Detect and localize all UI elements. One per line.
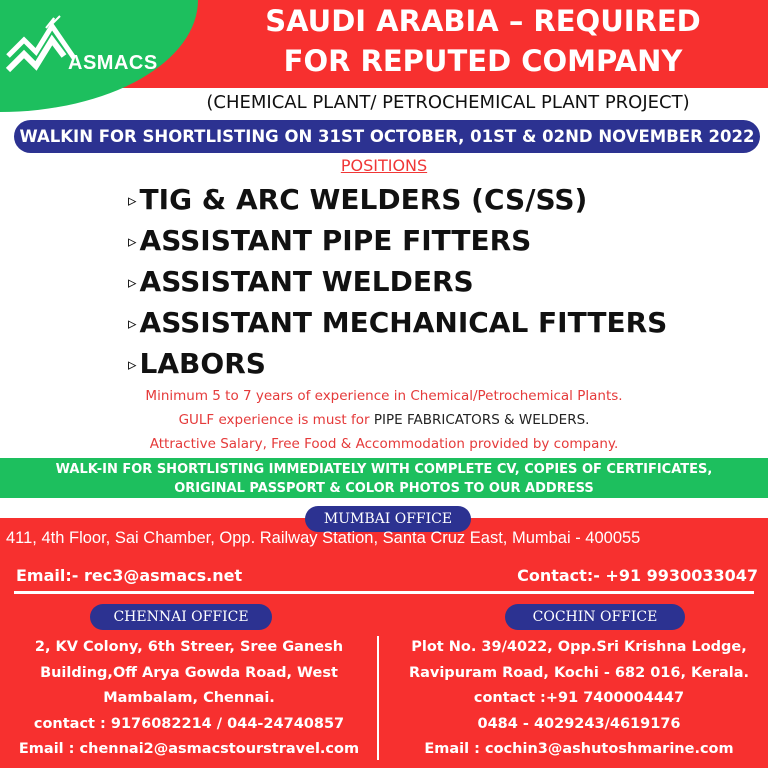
position-label: TIG & ARC WELDERS (CS/SS) (139, 183, 588, 216)
position-label: ASSISTANT PIPE FITTERS (139, 224, 532, 257)
gulf-note (0, 412, 768, 428)
cochin-details (390, 635, 768, 763)
triangle-bullet-icon: ▹ (128, 314, 137, 334)
experience-note: Minimum 5 to 7 years of experience in Chemical/Petrochemical Plants. (145, 388, 623, 404)
cochin-office-label: COCHIN OFFICE (505, 604, 685, 630)
mumbai-contact: Contact:- +91 9930033047 (517, 566, 758, 585)
brand-name: ASMACS (68, 52, 158, 74)
cochin-line: Plot No. 39/4022, Opp.Sri Krishna Lodge, (411, 639, 747, 655)
positions-heading: POSITIONS (340, 156, 428, 175)
chennai-line: Building,Off Arya Gowda Road, West (40, 664, 338, 681)
position-label: ASSISTANT MECHANICAL FITTERS (139, 306, 668, 339)
walkin-instructions-line: ORIGINAL PASSPORT & COLOR PHOTOS TO OUR ADDRESS (174, 481, 594, 496)
chennai-details (0, 635, 378, 763)
benefits-note: Attractive Salary, Free Food & Accommodation provided by company. (149, 436, 619, 452)
cochin-line: Email : cochin3@ashutoshmarine.com (424, 741, 734, 757)
subtitle: (CHEMICAL PLANT/ PETROCHEMICAL PLANT PROJECT) (206, 92, 690, 113)
triangle-bullet-icon: ▹ (128, 355, 137, 375)
walkin-dates-banner: WALKIN FOR SHORTLISTING ON 31ST OCTOBER, 01ST & 02ND NOVEMBER 2022 (14, 120, 760, 153)
mumbai-address: 411, 4th Floor, Sai Chamber, Opp. Railway Station, Santa Cruz East, Mumbai - 400055 (6, 529, 641, 547)
chennai-line: Email : chennai2@asmacstourstravel.com (18, 741, 360, 757)
position-item (128, 347, 266, 380)
title-line-2: FOR REPUTED COMPANY (283, 44, 683, 78)
mumbai-email: Email:- rec3@asmacs.net (16, 566, 243, 585)
cochin-line: 0484 - 4029243/4619176 (477, 715, 681, 732)
triangle-bullet-icon: ▹ (128, 191, 137, 211)
chennai-office-label: CHENNAI OFFICE (90, 604, 272, 630)
position-item (128, 306, 667, 339)
position-item (128, 224, 531, 257)
divider (14, 591, 754, 594)
walkin-instructions-band (0, 458, 768, 498)
title-line-1: SAUDI ARABIA – REQUIRED (265, 4, 701, 38)
position-label: LABORS (139, 347, 266, 380)
chennai-line: 2, KV Colony, 6th Streer, Sree Ganesh (34, 639, 344, 655)
walkin-instructions-line: WALK-IN FOR SHORTLISTING IMMEDIATELY WITH COMPLETE CV, COPIES OF CERTIFICATES, (55, 462, 713, 477)
position-item (128, 265, 474, 298)
position-item (128, 183, 587, 216)
gulf-note-roles: PIPE FABRICATORS & WELDERS. (373, 412, 590, 428)
cochin-line: Ravipuram Road, Kochi - 682 016, Kerala. (408, 664, 750, 681)
mumbai-office-label: MUMBAI OFFICE (305, 506, 471, 532)
chennai-line: Mambalam, Chennai. (103, 690, 275, 706)
triangle-bullet-icon: ▹ (128, 273, 137, 293)
position-label: ASSISTANT WELDERS (139, 265, 474, 298)
gulf-note-text: GULF experience is must for (178, 412, 374, 428)
cochin-line: contact :+91 7400004447 (473, 690, 685, 706)
triangle-bullet-icon: ▹ (128, 232, 137, 252)
chennai-line: contact : 9176082214 / 044-24740857 (33, 715, 345, 732)
